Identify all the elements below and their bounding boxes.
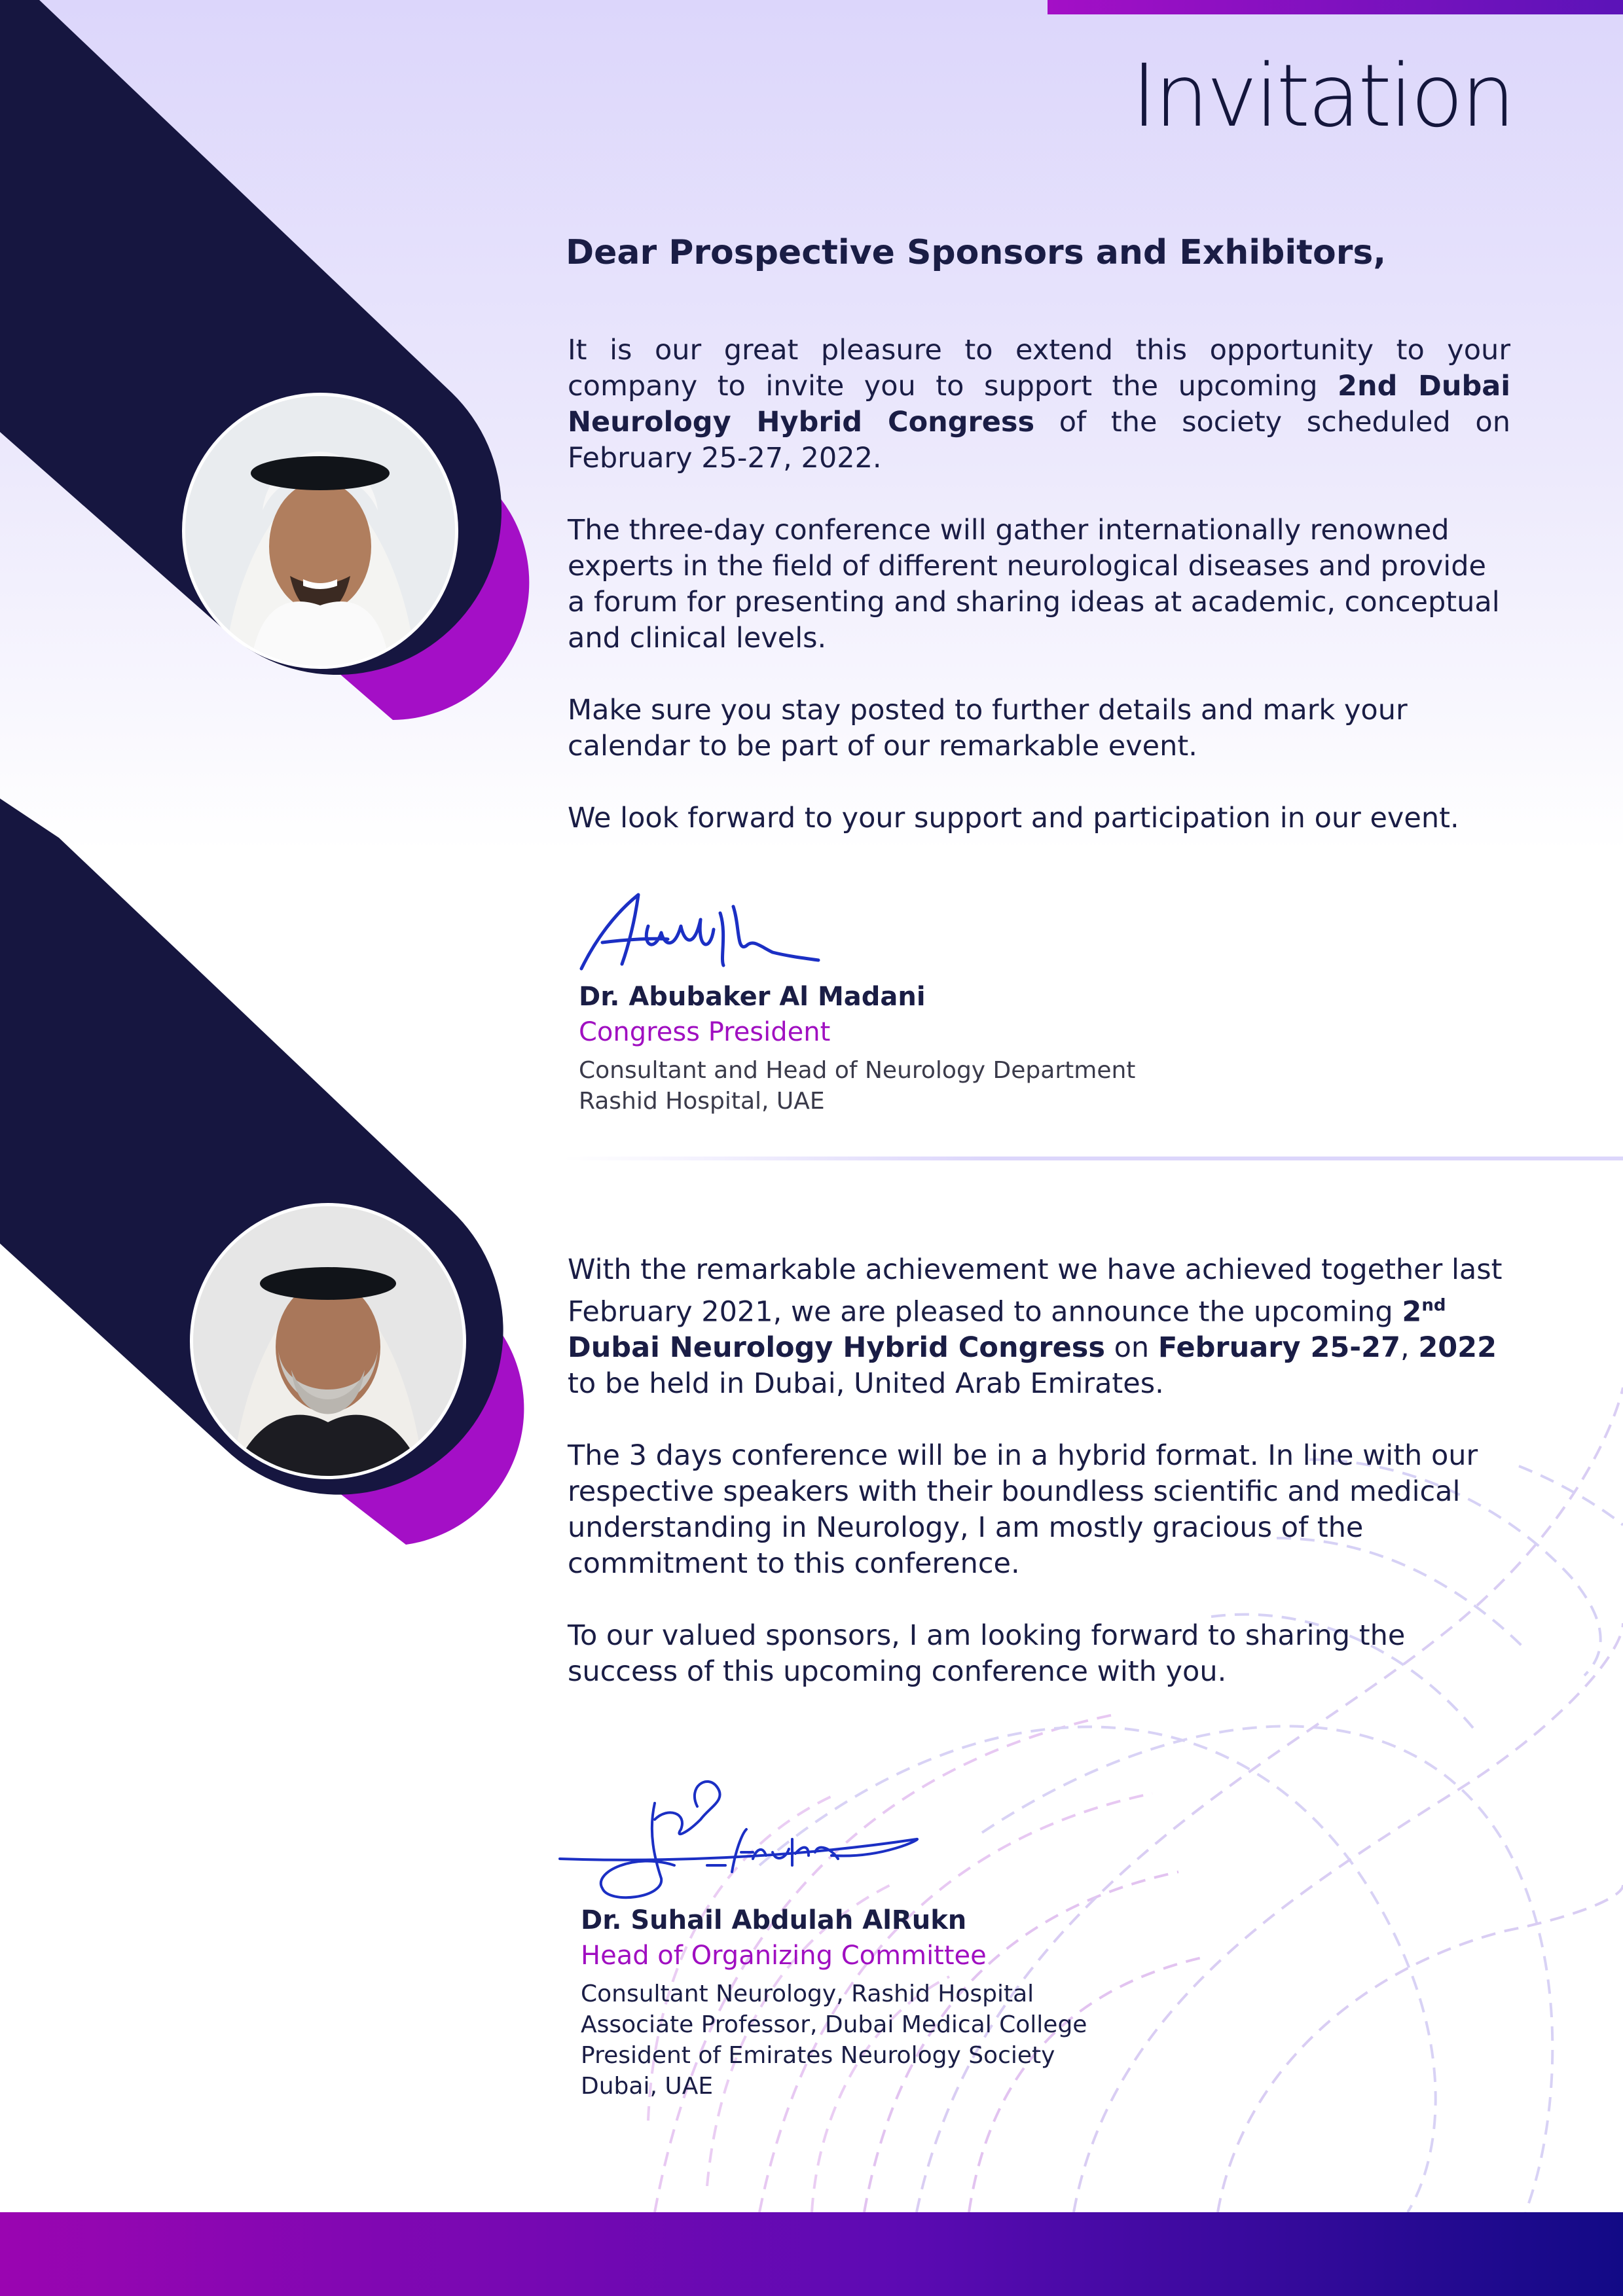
signature-2 [556,1767,923,1905]
paragraph: The 3 days conference will be in a hybrid format. In line with our respective speakers with their boundless scientific and medical understanding in Neurology, I am mostly gracious of the commitment to this conference. [568,1439,1478,1581]
letter-body-2 [568,1252,1510,1726]
signatory-affiliation: Associate Professor, Dubai Medical College [581,2011,1087,2038]
signatory-name: Dr. Suhail Abdulah AlRukn [581,1905,967,1935]
paragraph: To our valued sponsors, I am looking forward to sharing the success of this upcoming conference with you. [568,1619,1406,1689]
salutation: Dear Prospective Sponsors and Exhibitors, [566,233,1387,272]
paragraph: The three-day conference will gather internationally renowned experts in the field of different neurological diseases and provide a forum for presenting and sharing ideas at academic, conceptual and clinical levels. [568,514,1500,655]
paragraph: Make sure you stay posted to further details and mark your calendar to be part of our remarkable event. [568,694,1408,762]
signatory-affiliation: Consultant and Head of Neurology Department [579,1057,1136,1084]
portrait-photo-1 [182,393,458,669]
portrait-photo-2 [190,1203,466,1479]
signatory-role: Congress President [579,1017,831,1047]
signatory-2 [581,1905,1087,2102]
paragraph: It is our great pleasure to extend this opportunity to your company to invite you to support the upcoming 2nd Dubai Neurology Hybrid Congress of the society scheduled on February 25-27, 2022. [568,334,1510,475]
signatory-affiliation: Consultant Neurology, Rashid Hospital [581,1981,1034,2007]
signatory-1 [579,982,1135,1117]
signatory-name: Dr. Abubaker Al Madani [579,982,926,1012]
paragraph: We look forward to your support and participation in our event. [568,802,1459,834]
letter-body-1 [568,332,1510,872]
top-accent-bar [1048,0,1623,14]
signatory-affiliation: President of Emirates Neurology Society [581,2042,1055,2069]
signature-1 [576,887,825,975]
paragraph: With the remarkable achievement we have achieved together last February 2021, we are pleased to announce the upcoming 2nd Dubai Neurology Hybrid Congress on February 25-27, 2022 to be held in Dubai, United Arab Emirates. [568,1253,1503,1401]
section-divider [563,1157,1623,1160]
signatory-affiliation: Rashid Hospital, UAE [579,1088,825,1115]
bottom-accent-bar [0,2212,1623,2296]
signatory-role: Head of Organizing Committee [581,1941,987,1971]
page-title: Invitation [1131,46,1513,147]
signatory-affiliation: Dubai, UAE [581,2073,714,2100]
